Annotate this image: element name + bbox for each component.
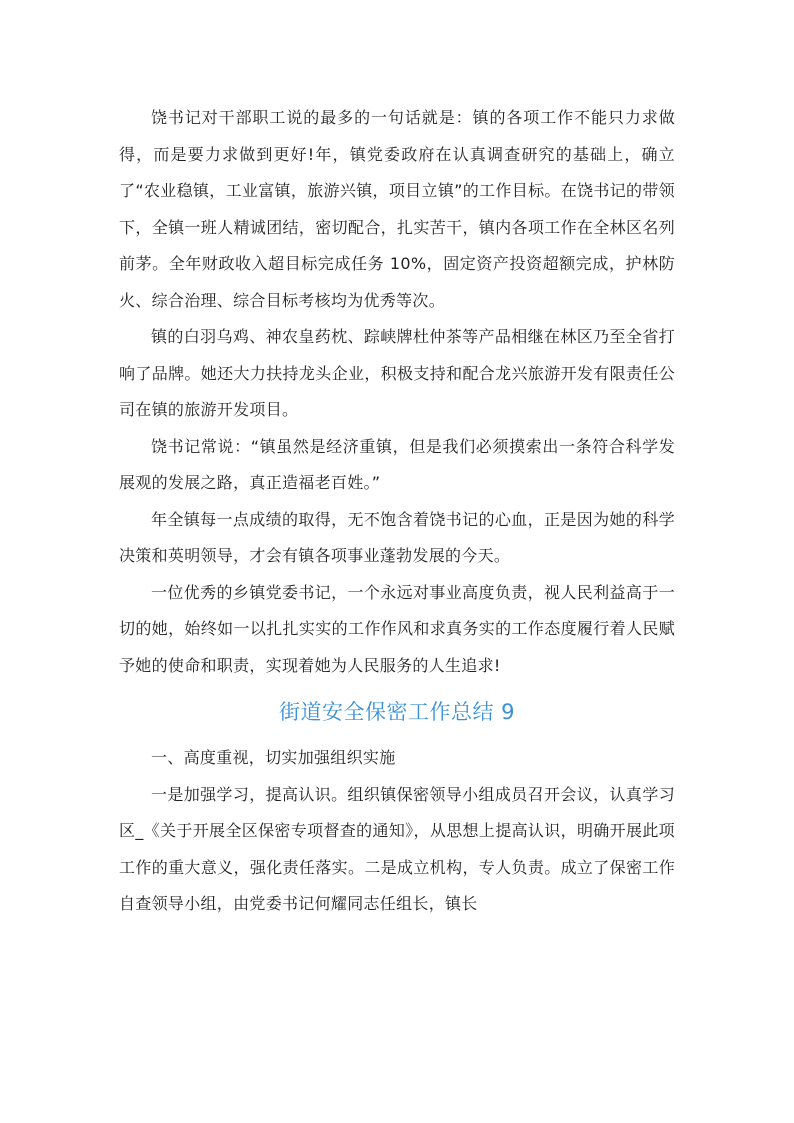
paragraph-work-goals: 饶书记对干部职工说的最多的一句话就是：镇的各项工作不能只力求做得，而是要力求做到更好!年，镇党委政府在认真调查研究的基础上，确立了“农业稳镇，工业富镇，旅游兴镇，项目立镇”的工作目标。在饶书记的带领下，全镇一班人精诚团结，密切配合，扎实苦干，镇内各项工作在全林区名列前茅。全年财政收入超目标完成任务 10%，固定资产投资超额完成，护林防火、综合治理、综合目标考核均为优秀等次。 [119,108,675,310]
paragraph-subheading: 一、高度重视，切实加强组织实施 [151,748,396,767]
paragraph-quote: 饶书记常说：“镇虽然是经济重镇，但是我们必须摸索出一条符合科学发展观的发展之路，真正造福老百姓。” [119,436,675,492]
section-title: 街道安全保密工作总结 9 [278,700,516,724]
paragraph-conclusion: 一位优秀的乡镇党委书记，一个永远对事业高度负责，视人民利益高于一切的她，始终如一以扎扎实实的工作作风和求真务实的工作态度履行着人民赋予她的使命和职责，实现着她为人民服务的人生追求! [119,582,675,675]
paragraph-study: 一是加强学习，提高认识。组织镇保密领导小组成员召开会议，认真学习区_《关于开展全区保密专项督查的通知》，从思想上提高认识，明确开展此项工作的重大意义，强化责任落实。二是成立机构，专人负责。成立了保密工作自查领导小组，由党委书记何耀同志任组长，镇长 [119,784,675,913]
document-page [119,100,675,923]
paragraph-brands: 镇的白羽乌鸡、神农皇药枕、踪峡牌杜仲茶等产品相继在林区乃至全省打响了品牌。她还大力扶持龙头企业，积极支持和配合龙兴旅游开发有限责任公司在镇的旅游开发项目。 [119,327,675,419]
paragraph-achievements: 年全镇每一点成绩的取得，无不饱含着饶书记的心血，正是因为她的科学决策和英明领导，才会有镇各项事业蓬勃发展的今天。 [119,509,675,565]
